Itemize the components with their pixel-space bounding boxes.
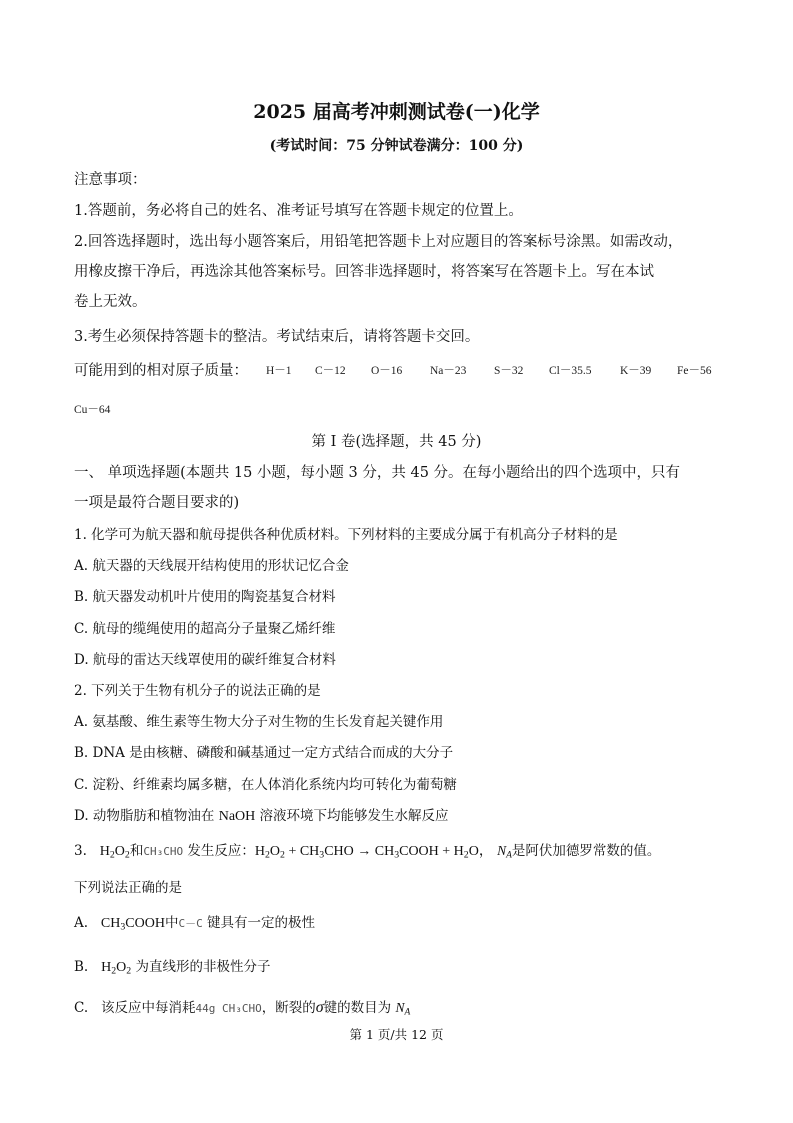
- q3-option-c-label: C.: [74, 1000, 89, 1016]
- notice-item-2-line-2: 用橡皮擦干净后，再选涂其他答案标号。回答非选择题时，将答案写在答题卡上。写在本试: [74, 264, 654, 280]
- q1-option-a: A. 航天器的天线展开结构使用的形状记忆合金: [74, 558, 349, 574]
- atomic-mass-fe: Fe－56: [677, 365, 712, 377]
- h2o2-formula-b: $H_2O_2$: [101, 960, 132, 977]
- section-title: 第 I 卷(选择题，共 45 分): [311, 434, 482, 450]
- page-footer: 第 1 页/共 12 页: [349, 1027, 444, 1042]
- q2-option-c: C. 淀粉、纤维素均属多糖，在人体消化系统内均可转化为葡萄糖: [74, 777, 457, 793]
- q3-option-a-tail: 键具有一定的极性: [207, 915, 315, 931]
- page-title: 2025 届高考冲刺测试卷(一)化学: [253, 101, 540, 123]
- q3-option-c-mid: ，断裂的: [261, 1000, 316, 1016]
- q2-option-a: A. 氨基酸、维生素等生物大分子对生物的生长发育起关键作用: [74, 714, 444, 730]
- q1-option-c: C. 航母的缆绳使用的超高分子量聚乙烯纤维: [74, 621, 336, 637]
- reaction-equation: $H_2O_2 + CH_3CHO$ → $CH_3COOH + H_2O$，: [254, 844, 493, 861]
- q1-stem: 1. 化学可为航天器和航母提供各种优质材料。下列材料的主要成分属于有机高分子材料的是: [74, 527, 618, 543]
- atomic-mass-cu: Cu－64: [74, 404, 111, 416]
- q3-react-label: 发生反应：: [187, 843, 255, 859]
- q3-option-c-prefix: 该反应中每消耗: [101, 1000, 196, 1016]
- mass-44g-ch3cho: 44g CH₃CHO: [195, 1002, 262, 1015]
- ch3cooh-formula: $CH_3COOH$: [100, 916, 165, 933]
- ch3cho-formula-small: CH₃CHO: [143, 845, 184, 858]
- q3-stem: [74, 839, 660, 860]
- q2-option-b: B. DNA 是由核糖、磷酸和碱基通过一定方式结合而成的大分子: [74, 745, 454, 761]
- q3-option-b: [74, 955, 270, 976]
- q3-option-b-tail: 为直线形的非极性分子: [135, 959, 271, 975]
- avogadro-symbol-c: $N_A$: [395, 1000, 411, 1018]
- exam-info: (考试时间：75 分钟试卷满分：100 分): [269, 138, 524, 154]
- cc-bond: C－C: [178, 917, 203, 930]
- q3-option-a-label: A.: [74, 915, 89, 931]
- section-intro-line-1: 一、 单项选择题(本题共 15 小题，每小题 3 分，共 45 分。在每小题给出的四个选项中，只有: [74, 465, 681, 481]
- h2o2-formula: $H_2O_2$: [99, 844, 130, 861]
- atomic-mass-h: H－1: [266, 365, 292, 377]
- atomic-mass-label: 可能用到的相对原子质量：: [74, 363, 248, 379]
- sigma-symbol: σ: [315, 999, 324, 1016]
- q3-option-c-tail: 键的数目为: [323, 1000, 392, 1016]
- q3-stem-line-2: 下列说法正确的是: [74, 880, 182, 896]
- q2-stem: 2. 下列关于生物有机分子的说法正确的是: [74, 683, 321, 699]
- atomic-mass-c: C－12: [315, 365, 346, 377]
- notice-item-2-line-3: 卷上无效。: [74, 294, 147, 310]
- atomic-mass-s: S－32: [494, 365, 524, 377]
- q3-option-c: [74, 996, 410, 1017]
- avogadro-symbol: $N_A$: [497, 843, 512, 861]
- q3-option-b-label: B.: [74, 959, 89, 975]
- naoh-formula: NaOH: [218, 809, 256, 824]
- atomic-mass-k: K－39: [620, 365, 652, 377]
- q3-option-a-mid: 中: [164, 915, 179, 931]
- q3-na-text: 是阿伏加德罗常数的值。: [511, 843, 661, 859]
- atomic-mass-na: Na－23: [430, 365, 467, 377]
- q3-option-a: [74, 911, 315, 932]
- atomic-mass-cl: Cl－35.5: [549, 365, 592, 377]
- notice-item-2-line-1: 2.回答选择题时，选出每小题答案后，用铅笔把答题卡上对应题目的答案标号涂黑。如需改动，: [74, 234, 683, 250]
- notice-item-3: 3.考生必须保持答题卡的整洁。考试结束后，请将答题卡交回。: [74, 329, 480, 345]
- q2-option-d-prefix: D. 动物脂肪和植物油在: [74, 808, 219, 824]
- q2-option-d: [74, 804, 449, 825]
- q1-option-d: D. 航母的雷达天线罩使用的碳纤维复合材料: [74, 652, 336, 668]
- notice-heading: 注意事项：: [74, 172, 147, 188]
- atomic-mass-o: O－16: [371, 365, 403, 377]
- q3-and: 和: [129, 843, 144, 859]
- q2-option-d-suffix: 溶液环境下均能够发生水解反应: [255, 808, 449, 824]
- notice-item-1: 1.答题前，务必将自己的姓名、准考证号填写在答题卡规定的位置上。: [74, 203, 523, 219]
- section-intro-line-2: 一项是最符合题目要求的): [74, 495, 240, 511]
- q1-option-b: B. 航天器发动机叶片使用的陶瓷基复合材料: [74, 589, 336, 605]
- q3-number: 3.: [74, 843, 87, 859]
